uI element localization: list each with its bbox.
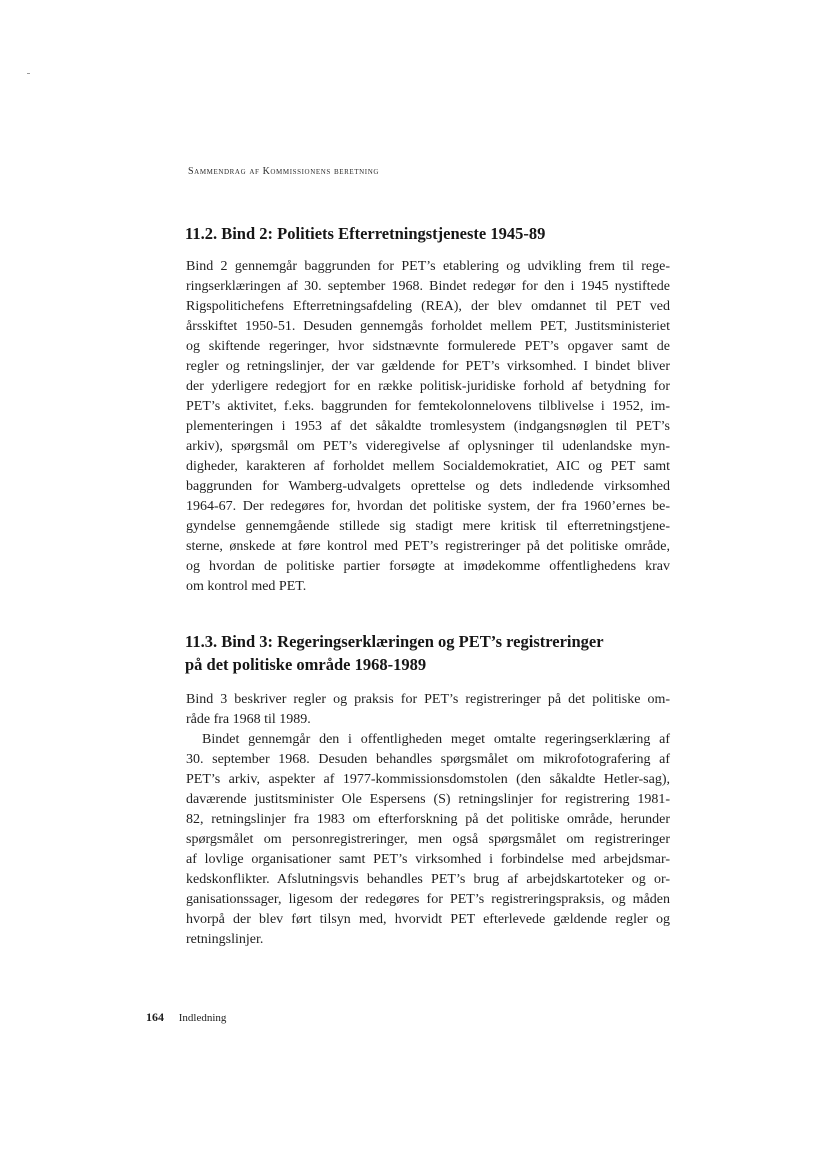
running-head: Sammendrag af Kommissionens beretning xyxy=(188,166,380,177)
body-text-line: ringserklæringen af 30. september 1968. Bindet redegør for den i 1945 nystiftede xyxy=(186,279,670,294)
body-text-line: der yderligere redegjort for en række politisk-juridiske forhold af betydning for xyxy=(186,379,670,394)
body-text-line: PET’s arkiv, aspekter af 1977-kommissionsdomstolen (den såkaldte Hetler-sag), xyxy=(186,772,670,787)
body-text-line: gyndelse gennemgående stillede sig stadigt mere kritisk til efterretningstjene- xyxy=(186,519,670,534)
body-text-line: digheder, karakteren af forholdet mellem Socialdemokratiet, AIC og PET samt xyxy=(186,459,670,474)
body-text-line: arkiv), spørgsmål om PET’s videregivelse af oplysninger til udenlandske myn- xyxy=(186,439,670,454)
page-footer xyxy=(146,1010,226,1025)
body-text-line: af lovlige organisationer samt PET’s virksomhed i forbindelse med arbejdsmar- xyxy=(186,852,670,867)
body-text-line: 30. september 1968. Desuden behandles spørgsmålet om mikrofotografering af xyxy=(186,752,670,767)
section-heading-11-2 xyxy=(185,222,545,245)
footer-label: Indledning xyxy=(178,1012,227,1024)
page-number: 164 xyxy=(146,1010,164,1024)
body-text-line: 1964-67. Der redegøres for, hvordan det politiske system, der fra 1960’ernes be- xyxy=(186,499,670,514)
scan-mark xyxy=(27,73,30,74)
body-text-line: Bindet gennemgår den i offentligheden meget omtalte regeringserklæring af xyxy=(202,732,670,747)
body-text-line: spørgsmålet om personregistreringer, men også spørgsmålet om registreringer xyxy=(186,832,670,847)
section-heading-11-3 xyxy=(185,630,655,676)
body-text-line: om kontrol med PET. xyxy=(186,579,307,594)
heading-line: 11.2. Bind 2: Politiets Efterretningstjeneste 1945-89 xyxy=(185,224,546,243)
body-text-line: og skiftende regeringer, hvor sidstnævnte formulerede PET’s opgaver samt de xyxy=(186,339,670,354)
body-text-line: Rigspolitichefens Efterretningsafdeling (REA), der blev omdannet til PET ved xyxy=(186,299,670,314)
heading-line: på det politiske område 1968-1989 xyxy=(185,655,427,674)
body-text-line: PET’s aktivitet, f.eks. baggrunden for femtekolonnelovens tilblivelse i 1952, im- xyxy=(186,399,670,414)
body-text-line: kedskonflikter. Afslutningsvis behandles PET’s brug af arbejdskartoteker og or- xyxy=(186,872,670,887)
body-text-line: Bind 3 beskriver regler og praksis for PET’s registreringer på det politiske om- xyxy=(186,692,670,707)
body-text-line: sterne, ønskede at føre kontrol med PET’s registreringer på det politiske område, xyxy=(186,539,670,554)
body-text-line: regler og retningslinjer, der var gældende for PET’s virksomhed. I bindet bliver xyxy=(186,359,670,374)
body-text-line: råde fra 1968 til 1989. xyxy=(186,712,311,727)
body-text-line: retningslinjer. xyxy=(186,932,264,947)
body-text-line: Bind 2 gennemgår baggrunden for PET’s etablering og udvikling frem til rege- xyxy=(186,259,670,274)
body-text-line: plementeringen i 1953 af det såkaldte tromlesystem (indgangsnøglen til PET’s xyxy=(186,419,670,434)
heading-line: 11.3. Bind 3: Regeringserklæringen og PET’s registreringer xyxy=(185,632,604,651)
body-text-line: 82, retningslinjer fra 1983 om efterforskning på det politiske område, herunder xyxy=(186,812,670,827)
body-text-line: ganisationssager, ligesom der redegøres for PET’s registreringspraksis, og måden xyxy=(186,892,670,907)
body-text-line: baggrunden for Wamberg-udvalgets oprettelse og dets indledende virksomhed xyxy=(186,479,670,494)
body-text-line: daværende justitsminister Ole Espersens (S) retningslinjer for registrering 1981- xyxy=(186,792,670,807)
body-text-line: årsskiftet 1950-51. Desuden gennemgås forholdet mellem PET, Justitsministeriet xyxy=(186,319,670,334)
body-text-line: hvorpå der blev ført tilsyn med, hvorvidt PET efterlevede gældende regler og xyxy=(186,912,670,927)
body-text-line: og hvordan de politiske partier forsøgte at imødekomme offentlighedens krav xyxy=(186,559,670,574)
